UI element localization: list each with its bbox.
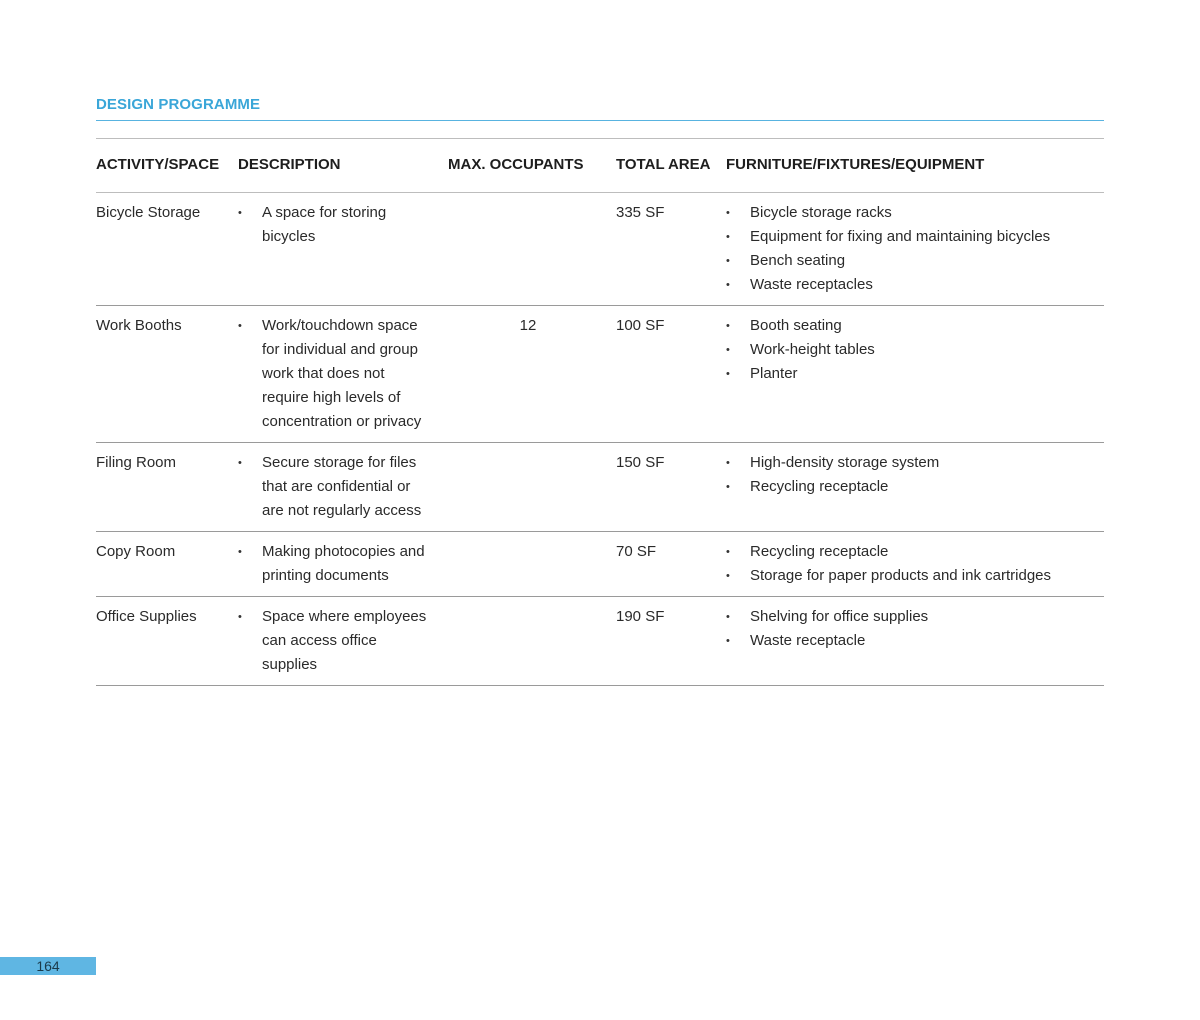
cell-activity: Filing Room	[96, 454, 177, 471]
title-divider	[96, 120, 1104, 121]
furniture-item: • Storage for paper products and ink cartridges	[726, 564, 1104, 588]
cell-description	[238, 532, 448, 597]
cell-activity: Copy Room	[96, 543, 176, 560]
table-row	[96, 193, 1104, 306]
table-row	[96, 306, 1104, 443]
cell-description	[238, 443, 448, 532]
page-number: 164	[0, 957, 96, 975]
cell-occupants: 12	[519, 317, 537, 334]
description-item: • A space for storing bicycles	[238, 201, 430, 249]
cell-description	[238, 306, 448, 443]
furniture-item: • Recycling receptacle	[726, 475, 1104, 499]
furniture-item: • Equipment for fixing and maintaining bicycles	[726, 225, 1104, 249]
cell-furniture	[726, 532, 1104, 597]
description-item: • Making photocopies and printing documents	[238, 540, 430, 588]
cell-description	[238, 597, 448, 686]
furniture-item: • Bicycle storage racks	[726, 201, 1104, 225]
cell-furniture	[726, 597, 1104, 686]
furniture-item: • Waste receptacles	[726, 273, 1104, 297]
cell-description	[238, 193, 448, 306]
description-item: • Work/touchdown space for individual and group work that does not require high levels of concentration or privacy	[238, 314, 430, 434]
cell-furniture	[726, 443, 1104, 532]
description-item: • Secure storage for files that are confidential or are not regularly access	[238, 451, 430, 523]
cell-furniture	[726, 193, 1104, 306]
col-header-description: DESCRIPTION	[238, 156, 341, 173]
col-header-area: TOTAL AREA	[616, 156, 711, 173]
cell-area: 70 SF	[616, 543, 657, 560]
table-row	[96, 443, 1104, 532]
cell-activity: Bicycle Storage	[96, 204, 201, 221]
cell-occupants	[448, 193, 608, 306]
col-header-occupants: MAX. OCCUPANTS	[448, 156, 584, 173]
cell-area: 335 SF	[616, 204, 665, 221]
table-header-row	[96, 139, 1104, 193]
cell-furniture	[726, 306, 1104, 443]
furniture-item: • Planter	[726, 362, 1104, 386]
description-item: • Space where employees can access office supplies	[238, 605, 430, 677]
table-row	[96, 597, 1104, 686]
col-header-furniture: FURNITURE/FIXTURES/EQUIPMENT	[726, 156, 985, 173]
cell-area: 100 SF	[616, 317, 665, 334]
furniture-item: • Work-height tables	[726, 338, 1104, 362]
furniture-item: • Bench seating	[726, 249, 1104, 273]
cell-activity: Office Supplies	[96, 608, 197, 625]
cell-occupants	[448, 443, 608, 532]
furniture-item: • Recycling receptacle	[726, 540, 1104, 564]
cell-activity: Work Booths	[96, 317, 182, 334]
furniture-item: • High-density storage system	[726, 451, 1104, 475]
section-title: DESIGN PROGRAMME	[96, 96, 261, 113]
cell-area: 190 SF	[616, 608, 665, 625]
cell-area: 150 SF	[616, 454, 665, 471]
furniture-item: • Shelving for office supplies	[726, 605, 1104, 629]
table-row	[96, 532, 1104, 597]
furniture-item: • Waste receptacle	[726, 629, 1104, 653]
furniture-item: • Booth seating	[726, 314, 1104, 338]
cell-occupants	[448, 532, 608, 597]
design-programme-table	[96, 138, 1104, 686]
col-header-activity: ACTIVITY/SPACE	[96, 156, 220, 173]
cell-occupants	[448, 597, 608, 686]
